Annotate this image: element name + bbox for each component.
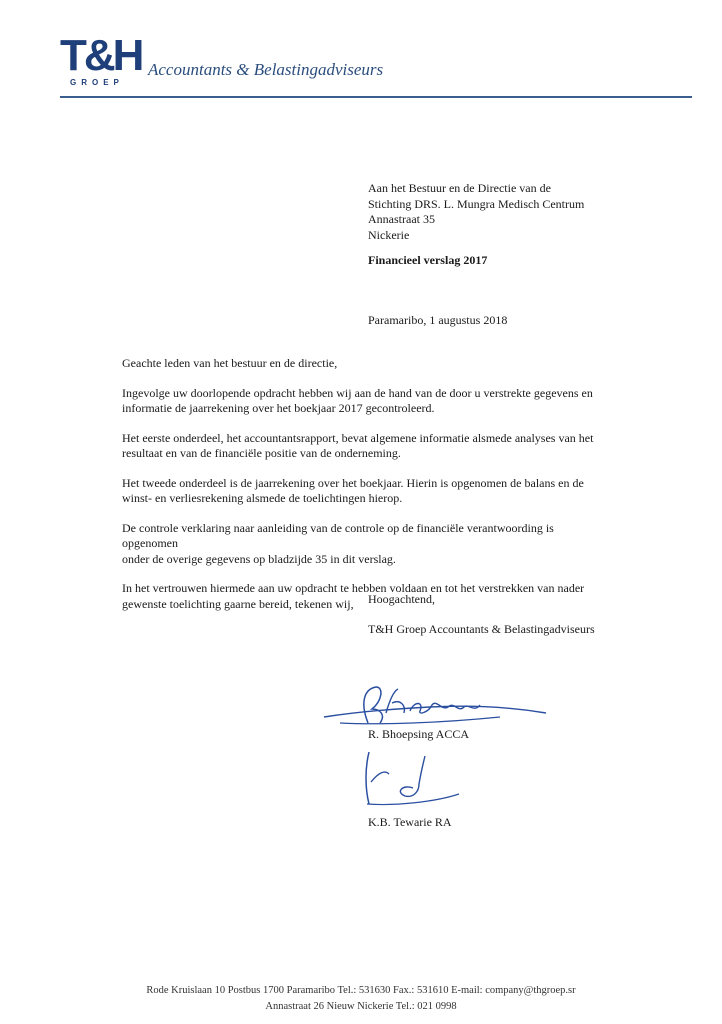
header-divider (60, 96, 692, 98)
recipient-line: Aan het Bestuur en de Directie van de (368, 181, 551, 195)
footer-line: Annastraat 26 Nieuw Nickerie Tel.: 021 0998 (265, 1001, 457, 1012)
recipient-address (368, 181, 584, 243)
letterhead-logo (60, 31, 142, 92)
salutation: Geachte leden van het bestuur en de directie, (122, 356, 338, 370)
letter-date: Paramaribo, 1 augustus 2018 (368, 313, 508, 327)
signature-bhoepsing (320, 683, 550, 729)
recipient-line: Stichting DRS. L. Mungra Medisch Centrum (368, 196, 585, 211)
recipient-line: Nickerie (368, 227, 410, 242)
paragraph: Ingevolge uw doorlopende opdracht hebben wij aan de hand van de door u verstrekte gegevens en informatie de jaarrekening over het boekjaar 2017 gecontroleerd. (122, 385, 593, 415)
paragraph: Het tweede onderdeel is de jaarrekening over het boekjaar. Hierin is opgenomen de balans en de winst- en verliesrekening alsmede de toelichtingen hierop. (122, 475, 584, 505)
letter-subject: Financieel verslag 2017 (368, 253, 488, 267)
paragraph: De controle verklaring naar aanleiding van de controle op de financiële verantwoording is opgenomen onder de overige gegevens op bladzijde 35 in dit verslag. (122, 520, 554, 566)
letter-body (122, 356, 612, 626)
paragraph: In het vertrouwen hiermede aan uw opdracht te hebben voldaan en tot het verstrekken van nader gewenste toelichting gaarne bereid, tekenen wij, (122, 581, 585, 611)
closing-firm: T&H Groep Accountants & Belastingadviseurs (368, 621, 595, 636)
letterhead-tagline: Accountants & Belastingadviseurs (148, 60, 384, 79)
letter-footer (0, 983, 722, 1015)
logo-subtitle: GROEP (70, 78, 124, 87)
closing-block (368, 592, 595, 637)
signatory-name-first: R. Bhoepsing ACCA (368, 727, 470, 741)
signature-tewarie (355, 748, 465, 808)
logo-mark: T&H (60, 31, 142, 80)
signatory-name-second: K.B. Tewarie RA (368, 815, 452, 829)
footer-line: Rode Kruislaan 10 Postbus 1700 Paramaribo Tel.: 531630 Fax.: 531610 E-mail: company@thgroep.sr (146, 985, 576, 996)
recipient-line: Annastraat 35 (368, 212, 435, 226)
paragraph: Het eerste onderdeel, het accountantsrapport, bevat algemene informatie alsmede analyses van het resultaat en van de financiële positie van de onderneming. (122, 430, 594, 460)
closing-greeting: Hoogachtend, (368, 592, 435, 606)
